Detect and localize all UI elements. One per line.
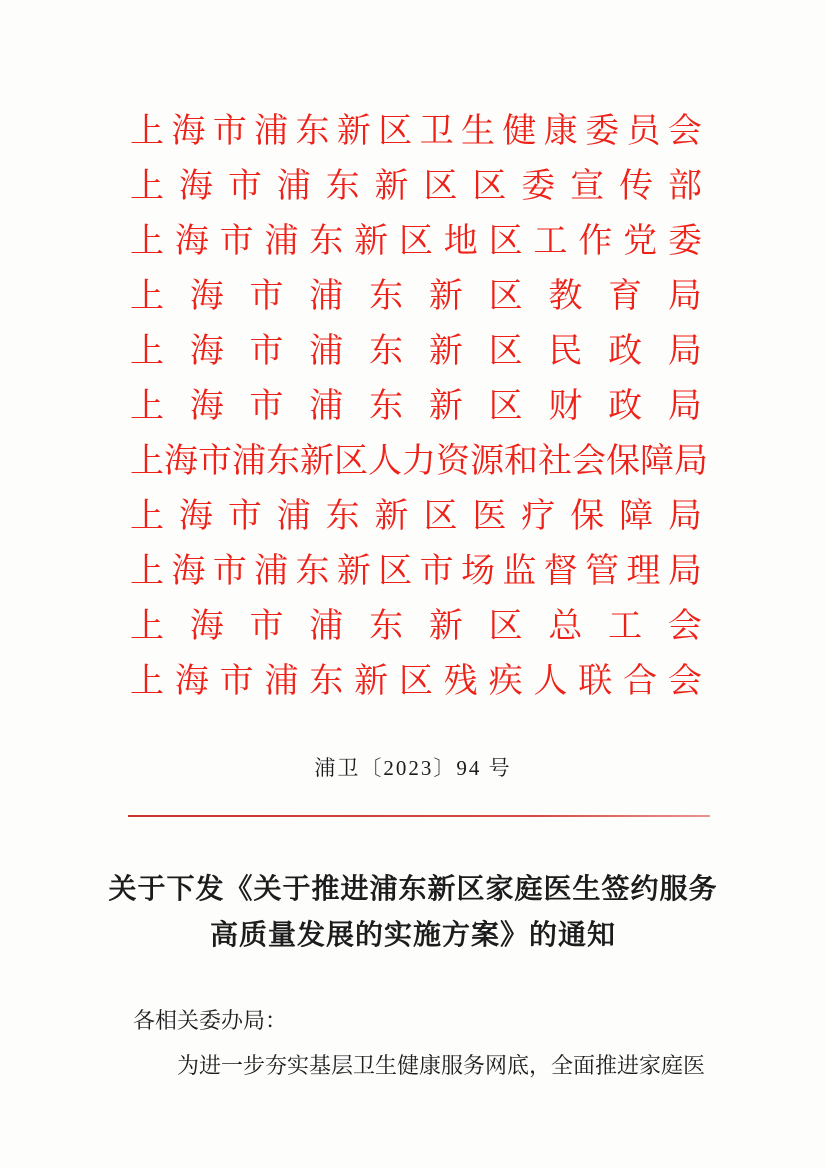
body-paragraph: 为进一步夯实基层卫生健康服务网底，全面推进家庭医 [177,1053,706,1078]
issuer-line-district-work-committee: 上 海 市 浦 东 新 区 地 区 工 作 党 委 [130,222,702,260]
red-divider-rule [128,815,710,817]
issuer-line-civil-affairs-bureau: 上 海 市 浦 东 新 区 民 政 局 [130,332,702,370]
issuer-line-disabled-federation: 上 海 市 浦 东 新 区 残 疾 人 联 合 会 [130,662,702,700]
issuer-line-human-resources-bureau: 上 海 市 浦 东 新 区 人 力 资 源 和 社 会 保 障 局 [130,442,708,480]
issuer-line-finance-bureau: 上 海 市 浦 东 新 区 财 政 局 [130,387,702,425]
issuer-line-health-commission: 上 海 市 浦 东 新 区 卫 生 健 康 委 员 会 [130,112,702,150]
document-body [133,998,709,1088]
salutation: 各相关委办局： [133,1008,288,1033]
document-title [107,866,719,958]
title-line-1: 关于下发《关于推进浦东新区家庭医生签约服务 [108,873,718,904]
doc-number: 浦卫〔2023〕94 号 [314,756,512,780]
issuer-header [130,100,708,705]
issuer-line-trade-union: 上 海 市 浦 东 新 区 总 工 会 [130,607,702,645]
issuer-line-market-supervision-bureau: 上 海 市 浦 东 新 区 市 场 监 督 管 理 局 [130,552,702,590]
title-line-2: 高质量发展的实施方案》的通知 [209,919,616,950]
issuer-line-education-bureau: 上 海 市 浦 东 新 区 教 育 局 [130,277,702,315]
issuer-line-publicity-dept: 上 海 市 浦 东 新 区 区 委 宣 传 部 [130,167,702,205]
issuer-line-medical-insurance-bureau: 上 海 市 浦 东 新 区 医 疗 保 障 局 [130,497,702,535]
